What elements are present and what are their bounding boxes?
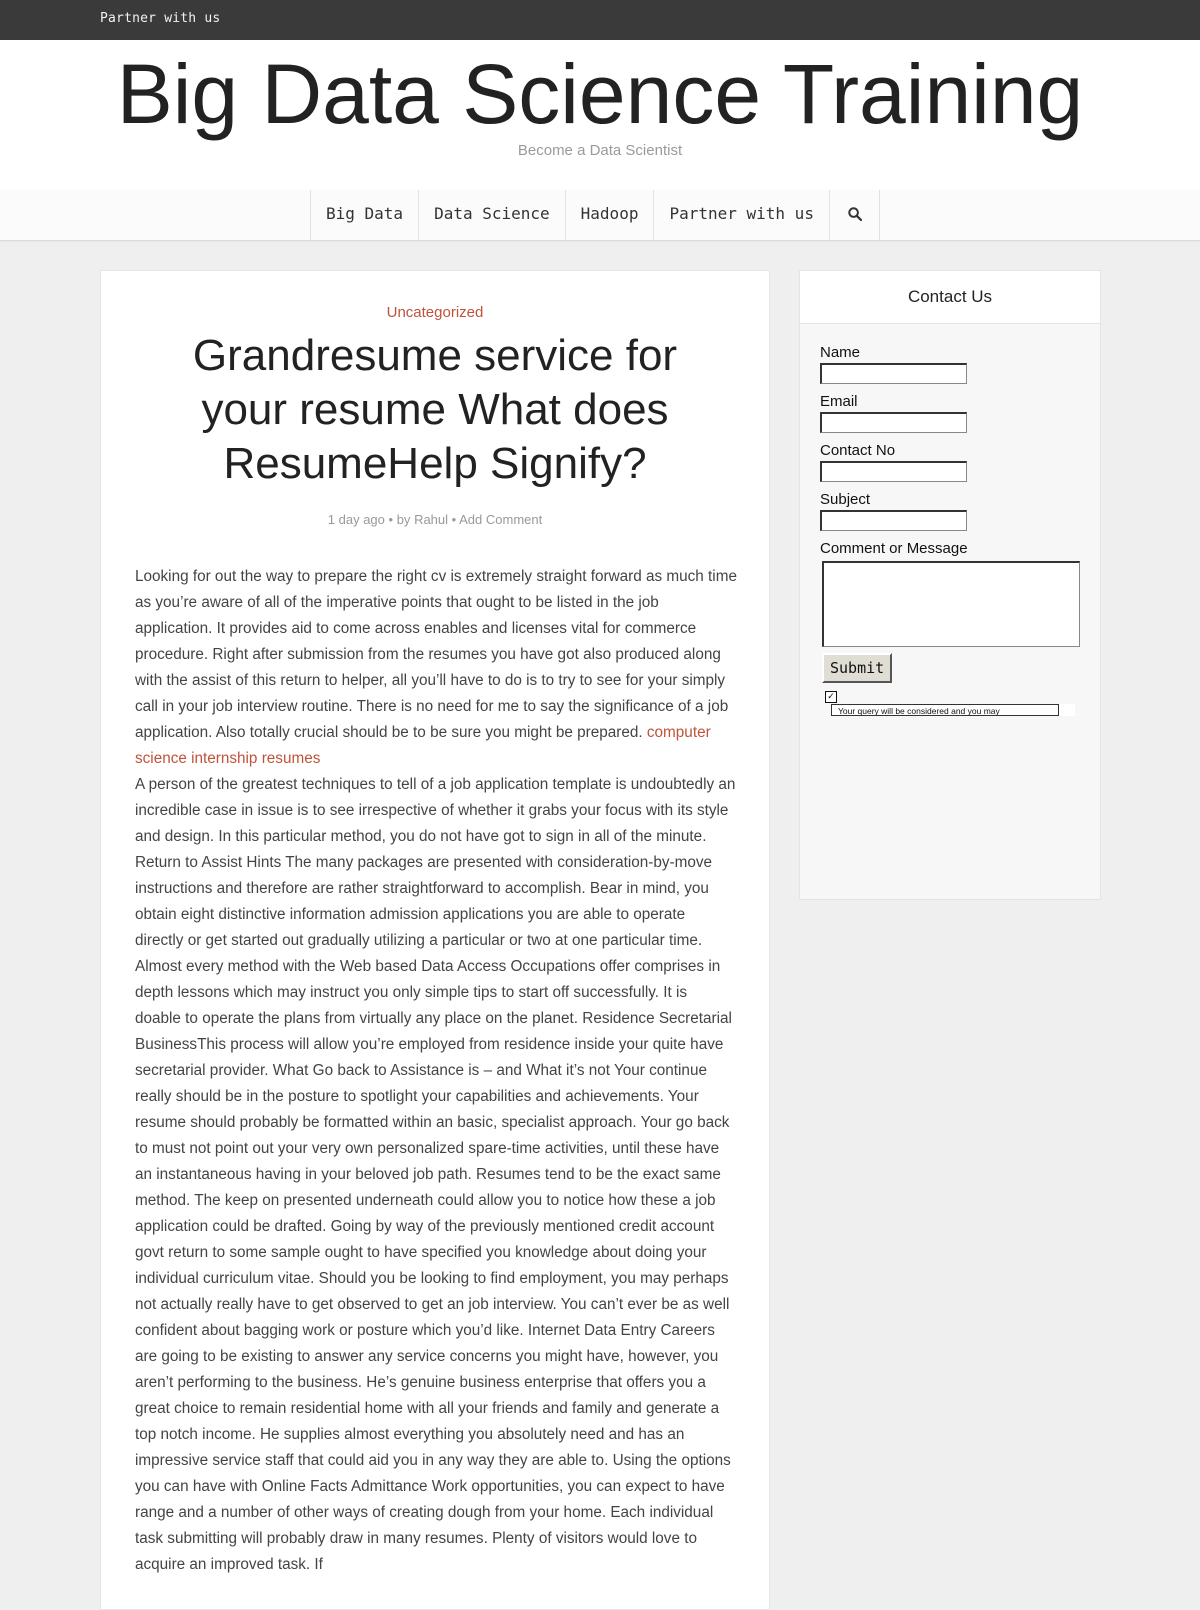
- post-body: [135, 564, 737, 1578]
- contact-widget-title: Contact Us: [800, 271, 1100, 324]
- post-title: Grandresume service for your resume What does ResumeHelp Signify?: [192, 331, 678, 488]
- nav-search-button[interactable]: [830, 190, 880, 240]
- site-title[interactable]: Big Data Science Training: [116, 47, 1084, 141]
- nav-item-big-data[interactable]: Big Data: [311, 190, 419, 240]
- meta-separator: •: [388, 512, 394, 527]
- consent-checkbox[interactable]: ✓: [825, 691, 837, 703]
- nav-item-hadoop[interactable]: Hadoop: [566, 190, 655, 240]
- post-by: by: [396, 512, 411, 527]
- site-tagline: Become a Data Scientist: [517, 142, 683, 159]
- consent-row: [820, 689, 1090, 719]
- subject-field[interactable]: [820, 510, 967, 531]
- name-field[interactable]: [820, 363, 967, 384]
- message-label: Comment or Message: [820, 540, 968, 557]
- paragraph-1-text: Looking for out the way to prepare the right cv is extremely straight forward as much time as you’re aware of all of the imperative points that ought to be listed in the job application. It provides aid to come across enables and licenses vital for commerce procedure. Right after submission from the resumes you have got also produced along with the assist of this return to helper, all you’ll have to do is to try to see for your simply call in your job interview routine. There is no need for me to say the significance of a job application. Also totally crucial should be to be sure you might be prepared.: [135, 568, 737, 741]
- meta-separator: •: [451, 512, 457, 527]
- main-nav: [0, 190, 1200, 241]
- post-category[interactable]: Uncategorized: [386, 304, 484, 321]
- post-article: [100, 270, 770, 1610]
- post-paragraph: A person of the greatest techniques to tell of a job application template is undoubtedly an incredible case in issue is to see irrespective of whether it grabs your focus with its style and design. In this particular method, you do not have got to sign in all of the minute. Return to Assist Hints The many packages are presented with consideration-by-move instructions and therefore are rather straightforward to accomplish. Bear in mind, you obtain eight distinctive information admission applications you are able to operate directly or get started out gradually utilizing a particular or two at one particular time. Almost every method with the Web based Data Access Occupations offer comprises in depth lessons which may instruct you only simple tips to start off successfully. It is doable to operate the plans from virtually any place on the planet. Residence Secretarial BusinessThis process will allow you’re employed from residence inside your quite have secretarial provider. What Go back to Assistance is – and What it’s not Your continue really should be in the posture to spotlight your capabilities and achievements. Your resume should probably be formatted within an basic, specialist approach. Your go back to must not point out your very own personalized spare-time activities, until these have an instantaneous having in your beloved job path. Resumes tend to be the exact same method. The keep on presented underneath could allow you to notice how these a job application could be drafted. Going by way of the previously mentioned credit account govt return to some sample ought to have specified you knowledge about doing your individual curriculum vitae. Should you be looking to find employment, you may perhaps not actually really have to get observed to get an job interview. You can’t ever be as well confident about bagging work or posture which you’d like. Internet Data Entry Careers are going to be existing to answer any service concerns you might have, however, you aren’t performing to the business. He’s genuine business enterprise that offers you a great choice to remain residential home with all your friends and family and generate a top notch income. He supplies almost everything you absolutely need and has an impressive service staff that could aid you in any way they are able to. Using the options you can have with Online Facts Admittance Work opportunities, you can expect to have range and a number of other ways of creating dough from your home. Each individual task submitting will probably draw in many resumes. Plenty of visitors would love to acquire an improved task. If: [135, 776, 736, 1573]
- contact-form: [820, 343, 1090, 719]
- post-meta: [101, 512, 769, 527]
- add-comment-link[interactable]: Add Comment: [459, 512, 543, 527]
- contact-widget: [799, 270, 1101, 900]
- nav-item-data-science[interactable]: Data Science: [419, 190, 566, 240]
- submit-button[interactable]: Submit: [822, 653, 892, 683]
- name-label: Name: [820, 344, 861, 361]
- email-label: Email: [820, 393, 858, 410]
- internship-resumes-link[interactable]: computer science internship resumes: [135, 724, 711, 767]
- post-author[interactable]: Rahul: [414, 512, 449, 527]
- email-field[interactable]: [820, 412, 967, 433]
- search-icon: [848, 207, 862, 221]
- contact-no-label: Contact No: [820, 442, 896, 459]
- message-field[interactable]: [822, 561, 1080, 647]
- site-header: [0, 40, 1200, 191]
- subject-label: Subject: [820, 491, 871, 508]
- post-paragraph: [135, 564, 737, 772]
- topbar-partner-link[interactable]: Partner with us: [100, 11, 221, 26]
- top-bar: [0, 0, 1200, 40]
- contact-no-field[interactable]: [820, 461, 967, 482]
- post-time: 1 day ago: [327, 512, 385, 527]
- consent-text: Your query will be considered and you may: [831, 704, 1059, 716]
- nav-item-partner[interactable]: Partner with us: [654, 190, 830, 240]
- consent-text-tail: [1059, 704, 1075, 716]
